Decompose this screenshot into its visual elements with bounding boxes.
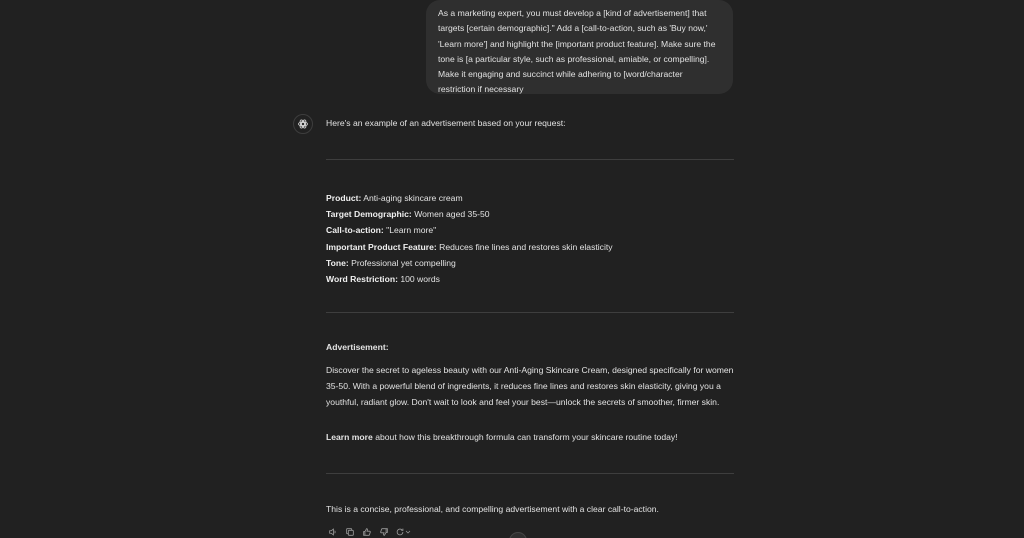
regenerate-icon (395, 527, 405, 537)
divider (326, 312, 734, 313)
message-actions (326, 526, 412, 538)
assistant-closing: This is a concise, professional, and compelling advertisement with a clear call-to-action. (326, 504, 659, 514)
speaker-icon (328, 527, 338, 537)
copy-icon (345, 527, 355, 537)
chevron-down-icon (405, 529, 411, 535)
detail-tone: Tone: Professional yet compelling (326, 257, 456, 268)
thumbs-down-icon (379, 527, 389, 537)
thumbs-up-icon (362, 527, 372, 537)
advertisement-heading: Advertisement: (326, 342, 389, 352)
read-aloud-button[interactable] (326, 526, 339, 538)
openai-logo-icon (297, 118, 309, 130)
advertisement-cta: Learn more about how this breakthrough formula can transform your skincare routine today! (326, 432, 678, 442)
detail-call-to-action: Call-to-action: "Learn more" (326, 225, 437, 236)
detail-word-restriction: Word Restriction: 100 words (326, 274, 440, 285)
divider (326, 159, 734, 160)
assistant-intro: Here's an example of an advertisement based on your request: (326, 118, 566, 128)
detail-product-feature: Important Product Feature: Reduces fine lines and restores skin elasticity (326, 241, 613, 252)
divider (326, 473, 734, 474)
detail-target-demographic: Target Demographic: Women aged 35-50 (326, 209, 490, 220)
detail-product: Product: Anti-aging skincare cream (326, 193, 463, 203)
advertisement-body: Discover the secret to ageless beauty with our Anti-Aging Skincare Cream, designed specifically for women 35-50. With a powerful blend of ingredients, it reduces fine lines and restores skin elasticity, giving you a youthful, radiant glow. Don't wait to look and feel your best—unlock the secrets of smoother, firmer skin. (326, 365, 734, 407)
ad-details-list (326, 190, 613, 287)
user-message-text: As a marketing expert, you must develop a [kind of advertisement] that targets [certain demographic]." Add a [call-to-action, such as 'Buy now,' 'Learn more'] and highlight the [important product feature]. Make sure the tone is [a particular style, such as professional, amiable, or compelling]. Make it engaging and succinct while adhering to [word/character restriction if necessary (438, 8, 716, 95)
good-response-button[interactable] (360, 526, 373, 538)
assistant-avatar (293, 114, 313, 134)
user-message-bubble (426, 0, 733, 94)
scroll-to-bottom-button[interactable] (509, 532, 527, 538)
bad-response-button[interactable] (377, 526, 390, 538)
copy-button[interactable] (343, 526, 356, 538)
regenerate-button[interactable] (394, 526, 412, 538)
